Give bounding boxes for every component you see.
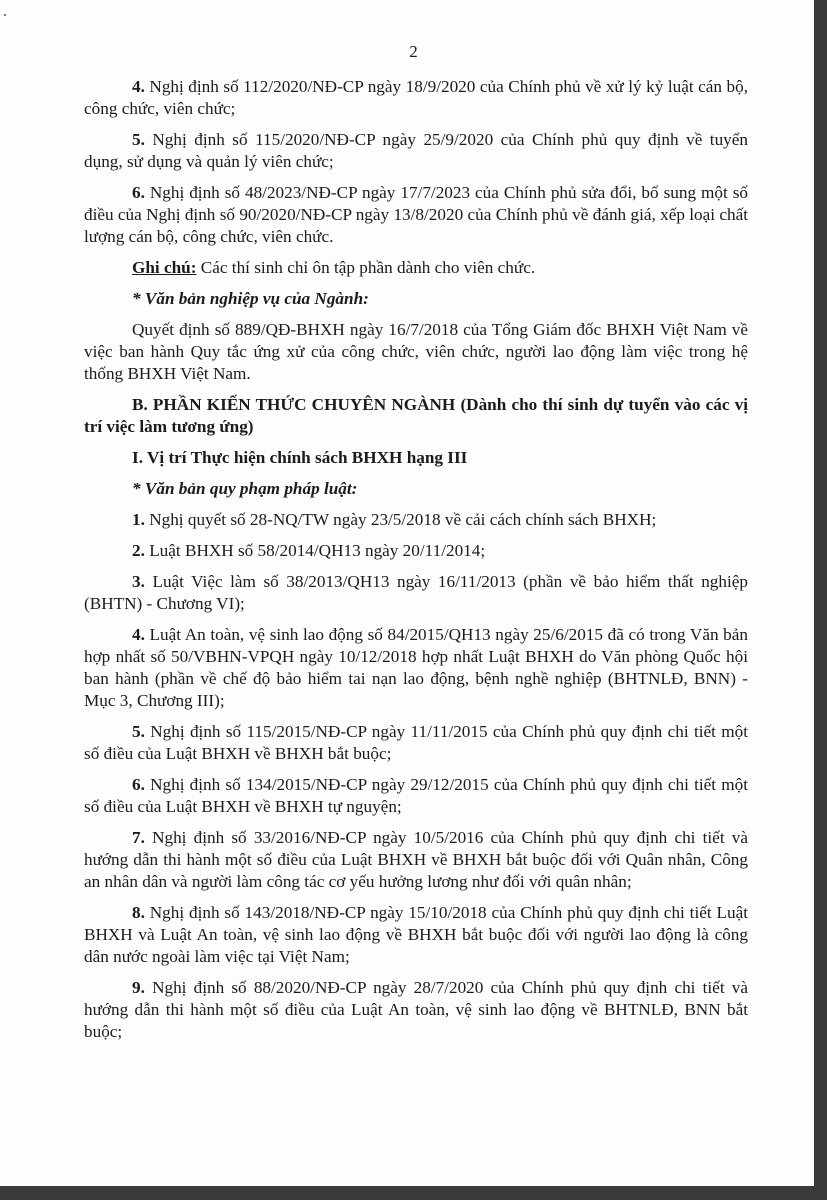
item-text: Luật An toàn, vệ sinh lao động số 84/2015/QH13 ngày 25/6/2015 đã có trong Văn bản hợp nhất số 50/VBHN-VPQH ngày 10/12/2018 hợp nhất Luật BHXH do Văn phòng Quốc hội ban hành (phần về chế độ bảo hiểm tai nạn lao động, bệnh nghề nghiệp (BHTNLĐ, BNN) - Mục 3, Chương III);	[84, 625, 748, 710]
scan-edge-right	[814, 0, 827, 1200]
list-item	[84, 827, 748, 893]
list-item	[84, 977, 748, 1043]
item-text: Nghị định số 112/2020/NĐ-CP ngày 18/9/2020 của Chính phủ về xử lý kỷ luật cán bộ, công chức, viên chức;	[84, 77, 748, 118]
item-number: 5.	[132, 722, 145, 741]
item-number: 5.	[132, 130, 145, 149]
item-number: 4.	[132, 625, 145, 644]
legal-docs-heading: * Văn bản quy phạm pháp luật:	[132, 479, 358, 498]
list-item	[84, 774, 748, 818]
item-text: Nghị định số 88/2020/NĐ-CP ngày 28/7/2020 của Chính phủ quy định chi tiết và hướng dẫn thi hành một số điều của Luật An toàn, vệ sinh lao động về BHTNLĐ, BNN bắt buộc;	[84, 978, 748, 1041]
item-number: 1.	[132, 510, 145, 529]
item-text: Nghị định số 115/2015/NĐ-CP ngày 11/11/2015 của Chính phủ quy định chi tiết một số điều của Luật BHXH về BHXH bắt buộc;	[84, 722, 748, 763]
list-item	[84, 182, 748, 248]
note-paragraph	[84, 257, 748, 279]
item-number: 8.	[132, 903, 145, 922]
item-number: 2.	[132, 541, 145, 560]
list-item	[84, 624, 748, 712]
item-number: 7.	[132, 828, 145, 847]
item-text: Luật Việc làm số 38/2013/QH13 ngày 16/11/2013 (phần về bảo hiểm thất nghiệp (BHTN) - Chương VI);	[84, 572, 748, 613]
item-number: 6.	[132, 775, 145, 794]
item-text: Nghị định số 48/2023/NĐ-CP ngày 17/7/2023 của Chính phủ sửa đổi, bổ sung một số điều của Nghị định số 90/2020/NĐ-CP ngày 13/8/2020 của Chính phủ về đánh giá, xếp loại chất lượng cán bộ, công chức, viên chức.	[84, 183, 748, 246]
industry-text: Quyết định số 889/QĐ-BHXH ngày 16/7/2018 của Tổng Giám đốc BHXH Việt Nam về việc ban hành Quy tắc ứng xử của công chức, viên chức, người lao động làm việc trong hệ thống BHXH Việt Nam.	[84, 320, 748, 383]
item-number: 4.	[132, 77, 145, 96]
note-label: Ghi chú:	[132, 258, 197, 277]
industry-heading: * Văn bản nghiệp vụ của Ngành:	[132, 289, 369, 308]
section-b-heading: B. PHẦN KIẾN THỨC CHUYÊN NGÀNH (Dành cho thí sinh dự tuyển vào các vị trí việc làm tương ứng)	[84, 395, 748, 436]
list-item	[84, 571, 748, 615]
list-item	[84, 76, 748, 120]
item-number: 3.	[132, 572, 145, 591]
scan-edge-bottom	[0, 1186, 827, 1200]
page-number: 2	[409, 42, 418, 61]
section-i-heading: I. Vị trí Thực hiện chính sách BHXH hạng III	[132, 448, 468, 467]
item-number: 6.	[132, 183, 145, 202]
item-text: Nghị định số 33/2016/NĐ-CP ngày 10/5/2016 của Chính phủ quy định chi tiết và hướng dẫn thi hành một số điều của Luật BHXH về BHXH bắt buộc đối với Quân nhân, Công an nhân dân và người làm công tác cơ yếu hưởng lương như đối với quân nhân;	[84, 828, 748, 891]
list-item	[84, 721, 748, 765]
list-item	[84, 902, 748, 968]
item-text: Nghị định số 143/2018/NĐ-CP ngày 15/10/2018 của Chính phủ quy định chi tiết Luật BHXH và Luật An toàn, vệ sinh lao động về BHXH bắt buộc đối với người lao động là công dân nước ngoài làm việc tại Việt Nam;	[84, 903, 748, 966]
item-text: Nghị định số 115/2020/NĐ-CP ngày 25/9/2020 của Chính phủ quy định về tuyển dụng, sử dụng và quản lý viên chức;	[84, 130, 748, 171]
list-item	[84, 540, 748, 562]
document-body	[84, 76, 748, 1052]
item-text: Luật BHXH số 58/2014/QH13 ngày 20/11/2014;	[144, 541, 486, 560]
item-text: Nghị định số 134/2015/NĐ-CP ngày 29/12/2015 của Chính phủ quy định chi tiết một số điều của Luật BHXH về BHXH tự nguyện;	[84, 775, 748, 816]
note-text: Các thí sinh chỉ ôn tập phần dành cho viên chức.	[196, 258, 536, 277]
scan-speck	[4, 14, 6, 16]
list-item	[84, 129, 748, 173]
item-number: 9.	[132, 978, 145, 997]
list-item	[84, 509, 748, 531]
item-text: Nghị quyết số 28-NQ/TW ngày 23/5/2018 về cải cách chính sách BHXH;	[144, 510, 657, 529]
